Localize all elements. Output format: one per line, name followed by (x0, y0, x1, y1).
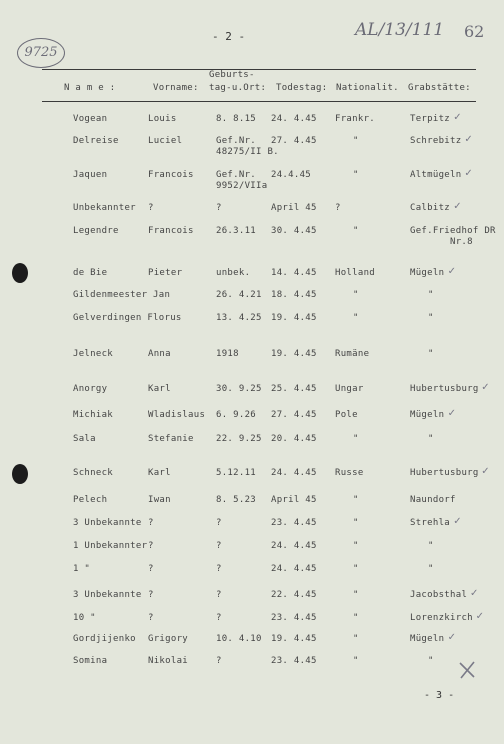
row-11-todestag: 27. 4.45 (271, 410, 317, 420)
row-3-checkmark-icon: ✓ (464, 168, 473, 179)
row-3-geburt: Gef.Nr. (216, 170, 257, 180)
row-11-vorname: Wladislaus (148, 410, 206, 420)
row-10-grabstaette: Hubertusburg (410, 384, 479, 394)
row-3-name: Jaquen (73, 170, 108, 180)
row-18-checkmark-icon: ✓ (470, 588, 479, 599)
row-15-nationalitaet: " (353, 518, 359, 528)
row-2-vorname: Luciel (148, 136, 183, 146)
row-11-geburt: 6. 9.26 (216, 410, 257, 420)
row-6-todestag: 14. 4.45 (271, 268, 317, 278)
row-4-geburt: ? (216, 203, 222, 213)
circled-stamp-number: 9725 (17, 38, 65, 68)
row-2-todestag: 27. 4.45 (271, 136, 317, 146)
row-6-name: de Bie (73, 268, 108, 278)
row-2-grabstaette: Schrebitz (410, 136, 462, 146)
row-21-todestag: 23. 4.45 (271, 656, 317, 666)
col-header-geburt-line1: Geburts- (209, 70, 255, 80)
row-5-vorname: Francois (148, 226, 194, 236)
row-9-name: Jelneck (73, 349, 114, 359)
row-9-todestag: 19. 4.45 (271, 349, 317, 359)
row-21-grabstaette: " (428, 656, 434, 666)
row-20-checkmark-icon: ✓ (447, 632, 456, 643)
archive-page-number: 62 (464, 22, 485, 41)
row-4-checkmark-icon: ✓ (453, 201, 462, 212)
row-20-todestag: 19. 4.45 (271, 634, 317, 644)
row-2-checkmark-icon: ✓ (464, 134, 473, 145)
row-6-grabstaette: Mügeln (410, 268, 445, 278)
row-4-grabstaette: Calbitz (410, 203, 451, 213)
row-12-grabstaette: " (428, 434, 434, 444)
row-20-geburt: 10. 4.10 (216, 634, 262, 644)
row-7-grabstaette: " (428, 290, 434, 300)
row-17-geburt: ? (216, 564, 222, 574)
row-21-geburt: ? (216, 656, 222, 666)
row-3-todestag: 24.4.45 (271, 170, 312, 180)
row-10-checkmark-icon: ✓ (481, 382, 490, 393)
row-1-geburt: 8. 8.15 (216, 114, 257, 124)
row-2-nationalitaet: " (353, 136, 359, 146)
row-18-todestag: 22. 4.45 (271, 590, 317, 600)
row-11-name: Michiak (73, 410, 114, 420)
row-1-name: Vogean (73, 114, 108, 124)
row-13-name: Schneck (73, 468, 114, 478)
row-19-checkmark-icon: ✓ (475, 611, 484, 622)
row-17-name: 1 " (73, 564, 91, 574)
row-15-vorname: ? (148, 518, 154, 528)
header-rule-top (42, 69, 476, 70)
row-8-nationalitaet: " (353, 313, 359, 323)
row-20-nationalitaet: " (353, 634, 359, 644)
row-13-checkmark-icon: ✓ (481, 466, 490, 477)
row-10-nationalitaet: Ungar (335, 384, 364, 394)
row-17-grabstaette: " (428, 564, 434, 574)
row-12-nationalitaet: " (353, 434, 359, 444)
row-17-nationalitaet: " (353, 564, 359, 574)
row-3-grabstaette: Altmügeln (410, 170, 462, 180)
col-header-name: N a m e : (64, 83, 116, 93)
row-20-name: Gordjijenko (73, 634, 136, 644)
row-7-todestag: 18. 4.45 (271, 290, 317, 300)
row-14-todestag: April 45 (271, 495, 317, 505)
page-number-bottom: - 3 - (424, 690, 455, 701)
row-12-todestag: 20. 4.45 (271, 434, 317, 444)
row-8-geburt: 13. 4.25 (216, 313, 262, 323)
handwritten-cross-mark (457, 660, 477, 680)
row-13-nationalitaet: Russe (335, 468, 364, 478)
row-14-geburt: 8. 5.23 (216, 495, 257, 505)
row-3-geburt-line2: 9952/VIIa (216, 181, 268, 191)
row-6-nationalitaet: Holland (335, 268, 376, 278)
row-17-todestag: 24. 4.45 (271, 564, 317, 574)
row-3-nationalitaet: " (353, 170, 359, 180)
row-4-nationalitaet: ? (335, 203, 341, 213)
row-7-name: Gildenmeester Jan (73, 290, 171, 300)
row-19-name: 10 " (73, 613, 96, 623)
row-14-nationalitaet: " (353, 495, 359, 505)
col-header-grabstaette: Grabstätte: (408, 83, 471, 93)
row-19-vorname: ? (148, 613, 154, 623)
row-16-vorname: ? (148, 541, 154, 551)
row-18-geburt: ? (216, 590, 222, 600)
row-14-grabstaette: Naundorf (410, 495, 456, 505)
row-1-vorname: Louis (148, 114, 177, 124)
row-6-geburt: unbek. (216, 268, 251, 278)
row-5-grabstaette: Gef.Friedhof DR (410, 226, 496, 236)
row-9-nationalitaet: Rumäne (335, 349, 370, 359)
row-2-geburt-line2: 48275/II B. (216, 147, 279, 157)
row-16-nationalitaet: " (353, 541, 359, 551)
row-13-todestag: 24. 4.45 (271, 468, 317, 478)
row-13-grabstaette: Hubertusburg (410, 468, 479, 478)
row-17-vorname: ? (148, 564, 154, 574)
row-20-grabstaette: Mügeln (410, 634, 445, 644)
row-14-vorname: Iwan (148, 495, 171, 505)
row-11-nationalitaet: Pole (335, 410, 358, 420)
row-18-grabstaette: Jacobsthal (410, 590, 468, 600)
row-20-vorname: Grigory (148, 634, 189, 644)
row-4-vorname: ? (148, 203, 154, 213)
row-19-geburt: ? (216, 613, 222, 623)
row-13-vorname: Karl (148, 468, 171, 478)
row-18-nationalitaet: " (353, 590, 359, 600)
row-21-name: Somina (73, 656, 108, 666)
header-rule-bottom (42, 101, 476, 102)
row-13-geburt: 5.12.11 (216, 468, 257, 478)
row-9-vorname: Anna (148, 349, 171, 359)
row-18-name: 3 Unbekannte (73, 590, 142, 600)
row-5-todestag: 30. 4.45 (271, 226, 317, 236)
row-16-grabstaette: " (428, 541, 434, 551)
row-11-checkmark-icon: ✓ (447, 408, 456, 419)
row-8-todestag: 19. 4.45 (271, 313, 317, 323)
archive-reference: AL/13/111 (355, 20, 445, 40)
row-2-geburt: Gef.Nr. (216, 136, 257, 146)
row-10-todestag: 25. 4.45 (271, 384, 317, 394)
row-6-checkmark-icon: ✓ (447, 266, 456, 277)
row-21-nationalitaet: " (353, 656, 359, 666)
row-4-name: Unbekannter (73, 203, 136, 213)
row-15-grabstaette: Strehla (410, 518, 451, 528)
row-12-name: Sala (73, 434, 96, 444)
row-9-geburt: 1918 (216, 349, 239, 359)
col-header-vorname: Vorname: (153, 83, 199, 93)
row-1-checkmark-icon: ✓ (453, 112, 462, 123)
row-2-name: Delreise (73, 136, 119, 146)
row-3-vorname: Francois (148, 170, 194, 180)
row-6-vorname: Pieter (148, 268, 183, 278)
row-5-name: Legendre (73, 226, 119, 236)
row-12-vorname: Stefanie (148, 434, 194, 444)
col-header-nationalitaet: Nationalit. (336, 83, 399, 93)
punch-hole-top (12, 263, 28, 283)
row-10-geburt: 30. 9.25 (216, 384, 262, 394)
punch-hole-bottom (12, 464, 28, 484)
row-19-grabstaette: Lorenzkirch (410, 613, 473, 623)
row-10-vorname: Karl (148, 384, 171, 394)
row-16-geburt: ? (216, 541, 222, 551)
row-5-geburt: 26.3.11 (216, 226, 257, 236)
row-7-geburt: 26. 4.21 (216, 290, 262, 300)
row-16-name: 1 Unbekannter (73, 541, 148, 551)
row-1-nationalitaet: Frankr. (335, 114, 376, 124)
page-number-top: - 2 - (212, 30, 246, 43)
row-18-vorname: ? (148, 590, 154, 600)
row-15-checkmark-icon: ✓ (453, 516, 462, 527)
row-15-geburt: ? (216, 518, 222, 528)
row-10-name: Anorgy (73, 384, 108, 394)
row-12-geburt: 22. 9.25 (216, 434, 262, 444)
row-1-todestag: 24. 4.45 (271, 114, 317, 124)
col-header-geburt-line2: tag-u.Ort: (209, 83, 267, 93)
row-14-name: Pelech (73, 495, 108, 505)
row-5-nationalitaet: " (353, 226, 359, 236)
row-15-name: 3 Unbekannte (73, 518, 142, 528)
row-19-todestag: 23. 4.45 (271, 613, 317, 623)
row-7-nationalitaet: " (353, 290, 359, 300)
row-1-grabstaette: Terpitz (410, 114, 451, 124)
row-8-name: Gelverdingen Florus (73, 313, 182, 323)
row-5-grabstaette-line2: Nr.8 (450, 237, 473, 247)
row-11-grabstaette: Mügeln (410, 410, 445, 420)
col-header-todestag: Todestag: (276, 83, 328, 93)
row-4-todestag: April 45 (271, 203, 317, 213)
row-8-grabstaette: " (428, 313, 434, 323)
row-15-todestag: 23. 4.45 (271, 518, 317, 528)
row-19-nationalitaet: " (353, 613, 359, 623)
row-21-vorname: Nikolai (148, 656, 189, 666)
row-16-todestag: 24. 4.45 (271, 541, 317, 551)
row-9-grabstaette: " (428, 349, 434, 359)
